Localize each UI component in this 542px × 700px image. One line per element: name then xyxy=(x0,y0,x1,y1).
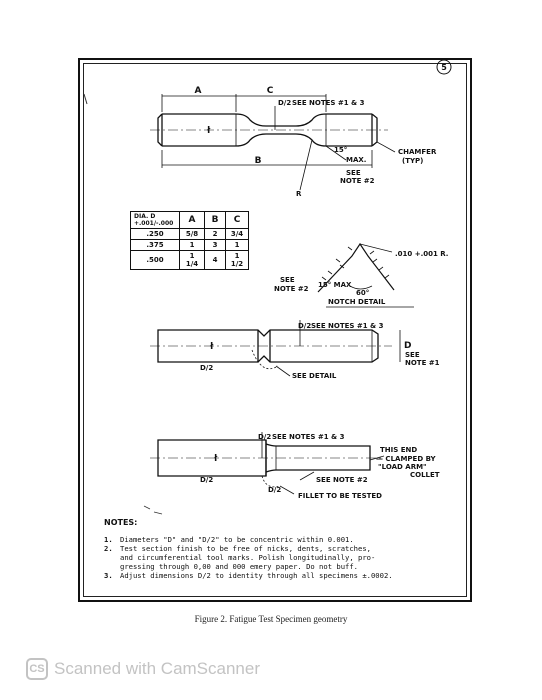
table-cell: 3/4 xyxy=(226,229,249,240)
table-cell: 1 1/4 xyxy=(180,251,205,270)
note-line: Test section finish to be free of nicks, dents, scratches, xyxy=(120,544,371,553)
bottom-collet: COLLET xyxy=(410,471,440,479)
camscanner-logo-icon: CS xyxy=(26,658,48,680)
note-number: 3. xyxy=(104,571,113,580)
notch-detail-title: NOTCH DETAIL xyxy=(328,298,386,306)
table-cell: 1 xyxy=(226,240,249,251)
bottom-specimen-view xyxy=(158,432,384,494)
bottom-half-d-center: D/2 xyxy=(200,476,214,484)
note-number: 2. xyxy=(104,544,113,553)
note-item xyxy=(104,535,466,544)
bottom-clamped-by: — CLAMPED BY xyxy=(376,455,436,463)
note-line: Diameters "D" and "D/2" to be concentric within 0.001. xyxy=(120,535,354,544)
top-max-label: MAX. xyxy=(346,156,367,164)
note-line: Adjust dimensions D/2 to identity through all specimens ±.0002. xyxy=(120,571,393,580)
notch-see-label: SEE xyxy=(280,276,295,284)
table-header-cell: B xyxy=(205,212,226,229)
figure-caption: Figure 2. Fatigue Test Specimen geometry xyxy=(194,614,348,624)
dimension-table xyxy=(130,211,249,270)
top-angle-label: 15° xyxy=(334,146,348,154)
bottom-load-arm: "LOAD ARM" xyxy=(378,463,427,471)
table-header-cell: A xyxy=(180,212,205,229)
chamfer-label: CHAMFER xyxy=(398,148,437,156)
notes-block xyxy=(104,518,466,580)
table-cell: 2 xyxy=(205,229,226,240)
bottom-see-notes: SEE NOTES #1 & 3 xyxy=(272,433,345,441)
chamfer-typ-label: (TYP) xyxy=(402,157,424,165)
bottom-fillet-label: FILLET TO BE TESTED xyxy=(298,492,382,500)
table-row xyxy=(131,229,249,240)
bottom-see-note2: SEE NOTE #2 xyxy=(316,476,368,484)
radius-label: R xyxy=(296,190,302,198)
middle-see-notes: SEE NOTES #1 & 3 xyxy=(311,322,384,330)
table-header-row xyxy=(131,212,249,229)
middle-dim-d: D xyxy=(404,341,412,351)
table-cell: 1 1/2 xyxy=(226,251,249,270)
dim-a-label: A xyxy=(194,86,202,96)
table-header-cell: C xyxy=(226,212,249,229)
notch-note2-label: NOTE #2 xyxy=(274,285,309,293)
note-item xyxy=(104,544,466,571)
table-cell: 4 xyxy=(205,251,226,270)
table-row xyxy=(131,240,249,251)
stray-dots xyxy=(144,506,162,514)
notes-title: NOTES: xyxy=(104,518,138,527)
note-number: 1. xyxy=(104,535,113,544)
notch-radius-label: .010 +.001 R. xyxy=(395,250,449,258)
camscanner-watermark xyxy=(26,658,260,680)
middle-note1-label: NOTE #1 xyxy=(405,359,440,367)
table-cell: 3 xyxy=(205,240,226,251)
top-centerline-mark: ł xyxy=(207,126,211,136)
notch-angle-label: 60° xyxy=(356,289,370,297)
note-line: gressing through 0,00 and 000 emery paper. Do not buff. xyxy=(120,562,358,571)
top-see-notes: SEE NOTES #1 & 3 xyxy=(292,99,365,107)
middle-centerline-mark: ł xyxy=(210,342,214,352)
middle-see-label: SEE xyxy=(405,351,420,359)
middle-half-d-bottom: D/2 xyxy=(200,364,214,372)
note-line: and circumferential tool marks. Polish longitudinally, pro- xyxy=(120,553,376,562)
dim-c-label: C xyxy=(266,86,274,96)
middle-see-detail: SEE DETAIL xyxy=(292,372,337,380)
table-cell: 5/8 xyxy=(180,229,205,240)
dim-b-label: B xyxy=(254,156,262,166)
table-cell: .500 xyxy=(131,251,180,270)
bottom-half-d-end: D/2 xyxy=(268,486,282,494)
top-note2-label: NOTE #2 xyxy=(340,177,375,185)
note-item xyxy=(104,571,466,580)
bottom-this-end: THIS END xyxy=(380,446,418,454)
bottom-half-d-top: D/2 xyxy=(258,433,272,441)
top-half-d: D/2 xyxy=(278,99,292,107)
table-cell: 1 xyxy=(180,240,205,251)
watermark-text: Scanned with CamScanner xyxy=(54,659,261,678)
table-header-cell: DIA. D +.001/-.000 xyxy=(131,212,180,229)
table-cell: .375 xyxy=(131,240,180,251)
bottom-centerline-mark: ł xyxy=(214,454,218,464)
table-cell: .250 xyxy=(131,229,180,240)
table-row xyxy=(131,251,249,270)
page-number: 5 xyxy=(441,63,447,72)
notch-max-label: 15° MAX xyxy=(318,281,352,289)
middle-half-d-top: D/2 xyxy=(298,322,312,330)
stray-mark xyxy=(84,94,87,104)
top-see-label: SEE xyxy=(346,169,361,177)
